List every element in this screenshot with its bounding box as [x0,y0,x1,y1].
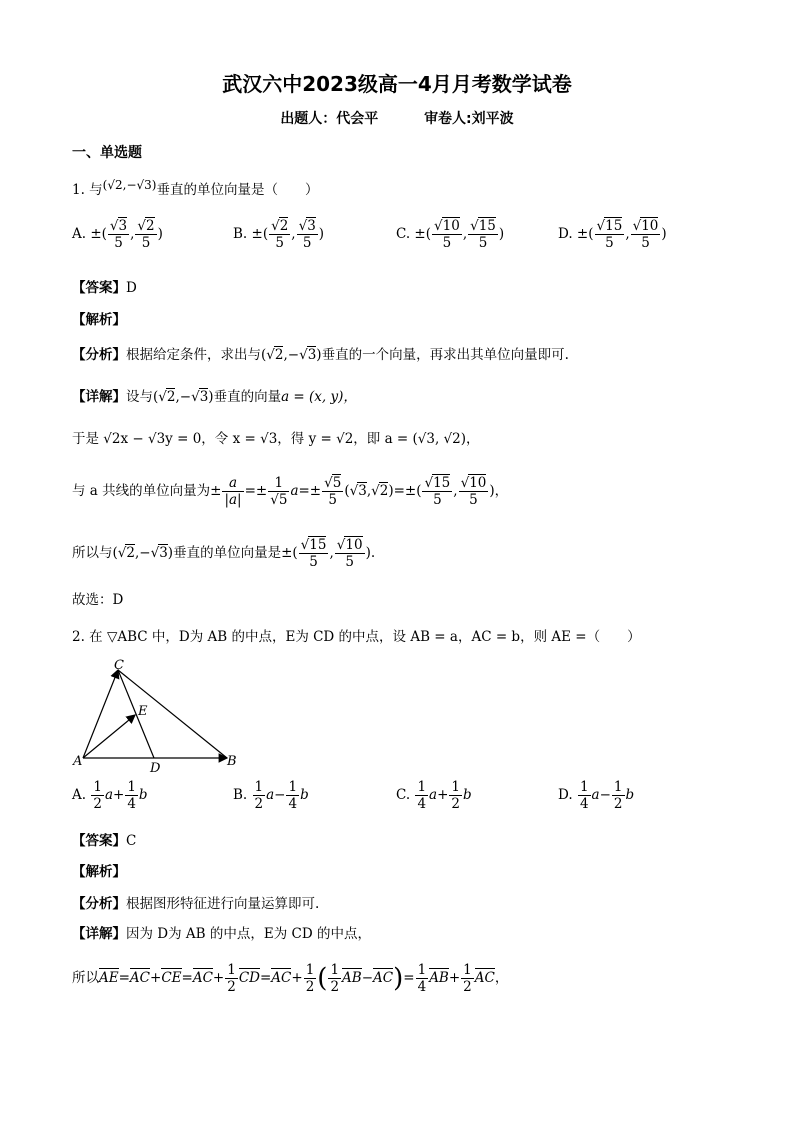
q2-fenxi [72,892,319,912]
label-a: A [73,754,83,769]
text: 根据给定条件，求出与 [126,347,261,363]
option-label: A. [72,787,87,803]
fenxi-tag: 【分析】 [72,896,126,912]
q2-answer [72,829,136,849]
option-label: B. [233,787,248,803]
fenxi-tag: 【分析】 [72,347,126,363]
exam-title: 武汉六中2023级高一4月月考数学试卷 [222,72,572,96]
formula: 于是 √2x − √3y = 0，令 x = √3，得 y = √2，即 a = (√3, √2)， [72,431,480,447]
vector-ac [83,670,118,758]
formula: a = (x, y)， [281,389,357,405]
q2-option-b: B. $\frac{1}{2}$ a− $\frac{1}{4}$ b [233,779,309,812]
q1-number: 1. 与 [72,182,103,198]
q1-option-b: B. ±( $\frac{√2}{5}$ , $\frac{√3}{5}$ ) [233,218,325,251]
q1-vector: (√2,−√3) [102,178,157,192]
q2-stem: 2. 在 ▽ABC 中，D为 AB 的中点，E为 CD 的中点，设 AB = a，AC = b，则 AE =（ ） [72,629,641,645]
q2-option-a: A. $\frac{1}{2}$ a+ $\frac{1}{4}$ b [72,779,148,812]
text: 所以 [72,970,99,986]
text: 所以与 [72,545,113,561]
q1-option-a: A. ±( $\frac{√3}{5}$ , $\frac{√2}{5}$ ) [72,218,163,251]
text: 垂直的向量 [213,389,282,405]
option-label: D. [558,787,573,803]
option-label: D. [558,226,573,242]
text: 根据图形特征进行向量运算即可. [126,896,320,912]
answer-tag: 【答案】 [72,280,126,296]
option-label: C. [396,226,411,242]
q1-xiangjie-2 [72,427,480,447]
answer-tag: 【答案】 [72,833,126,849]
q1-stem-tail: 垂直的单位向量是（ ） [156,182,319,198]
q1-option-d: D. ±( $\frac{√15}{5}$ , $\frac{√10}{5}$ ) [558,218,667,251]
q1-answer [72,276,137,296]
option-label: A. [72,226,87,242]
segment-cd [118,670,154,758]
q1-xiangjie-1: 【详解】设与(√2,−√3)垂直的向量a = (x, y)， [72,389,357,405]
q2-option-c: C. $\frac{1}{4}$ a+ $\frac{1}{2}$ b [396,779,472,812]
text: 设与 [126,389,153,405]
answer-value: C [126,833,137,849]
q2-xiangjie-2: 所以AE=AC+CE=AC+ $\frac{1}{2}$ CD=AC+ $\frac{1}{2}$ ( $\frac{1}{2}$ AB−AC)= $\frac{1}{4}$ AB+ $\frac{1}{2}$ AC， [72,962,509,995]
q1-option-c: C. ±( $\frac{√10}{5}$ , $\frac{√15}{5}$ ) [396,218,505,251]
vector-ae [83,715,135,758]
q2-option-d: D. $\frac{1}{4}$ a− $\frac{1}{2}$ b [558,779,635,812]
label-d: D [150,761,161,775]
section-heading: 一、单选题 [72,145,142,161]
q1-choice: 故选：D [72,592,124,608]
text: 垂直的单位向量是 [173,545,282,561]
answer-value: D [126,280,137,296]
segment-cb [118,670,227,758]
q2-analysis-tag: 【解析】 [72,864,126,880]
label-b: B [227,754,237,769]
q2-xiangjie-1 [72,922,371,942]
q1-analysis-tag: 【解析】 [72,312,126,328]
setter: 出题人：代会平 [280,111,379,127]
q1-stem [72,178,318,198]
q1-fenxi: 【分析】根据给定条件，求出与(√2,−√3)垂直的一个向量，再求出其单位向量即可. [72,347,569,363]
text: 因为 D为 AB 的中点，E为 CD 的中点， [126,926,371,942]
option-label: B. [233,226,248,242]
exam-authors [0,108,794,128]
q1-xiangjie-4: 所以与(√2,−√3)垂直的单位向量是±( $\frac{√15}{5}$ , $\frac{√10}{5}$ ). [72,537,376,570]
xiangjie-tag: 【详解】 [72,926,126,942]
triangle-figure [70,655,240,775]
xiangjie-tag: 【详解】 [72,389,126,405]
label-c: C [114,658,124,673]
text: 垂直的一个向量，再求出其单位向量即可. [321,347,569,363]
text: 与 a 共线的单位向量为 [72,483,211,499]
label-e: E [138,704,148,719]
reviewer: 审卷人:刘平波 [424,111,514,127]
q1-xiangjie-3: 与 a 共线的单位向量为± $\frac{a}{|a|}$ =± $\frac{1}{√5}$ a=± $\frac{√5}{5}$ (√3,√2)=±( $\frac{√15}{5}$ , $\frac{√10}{5}$ )， [72,475,509,508]
option-label: C. [396,787,411,803]
